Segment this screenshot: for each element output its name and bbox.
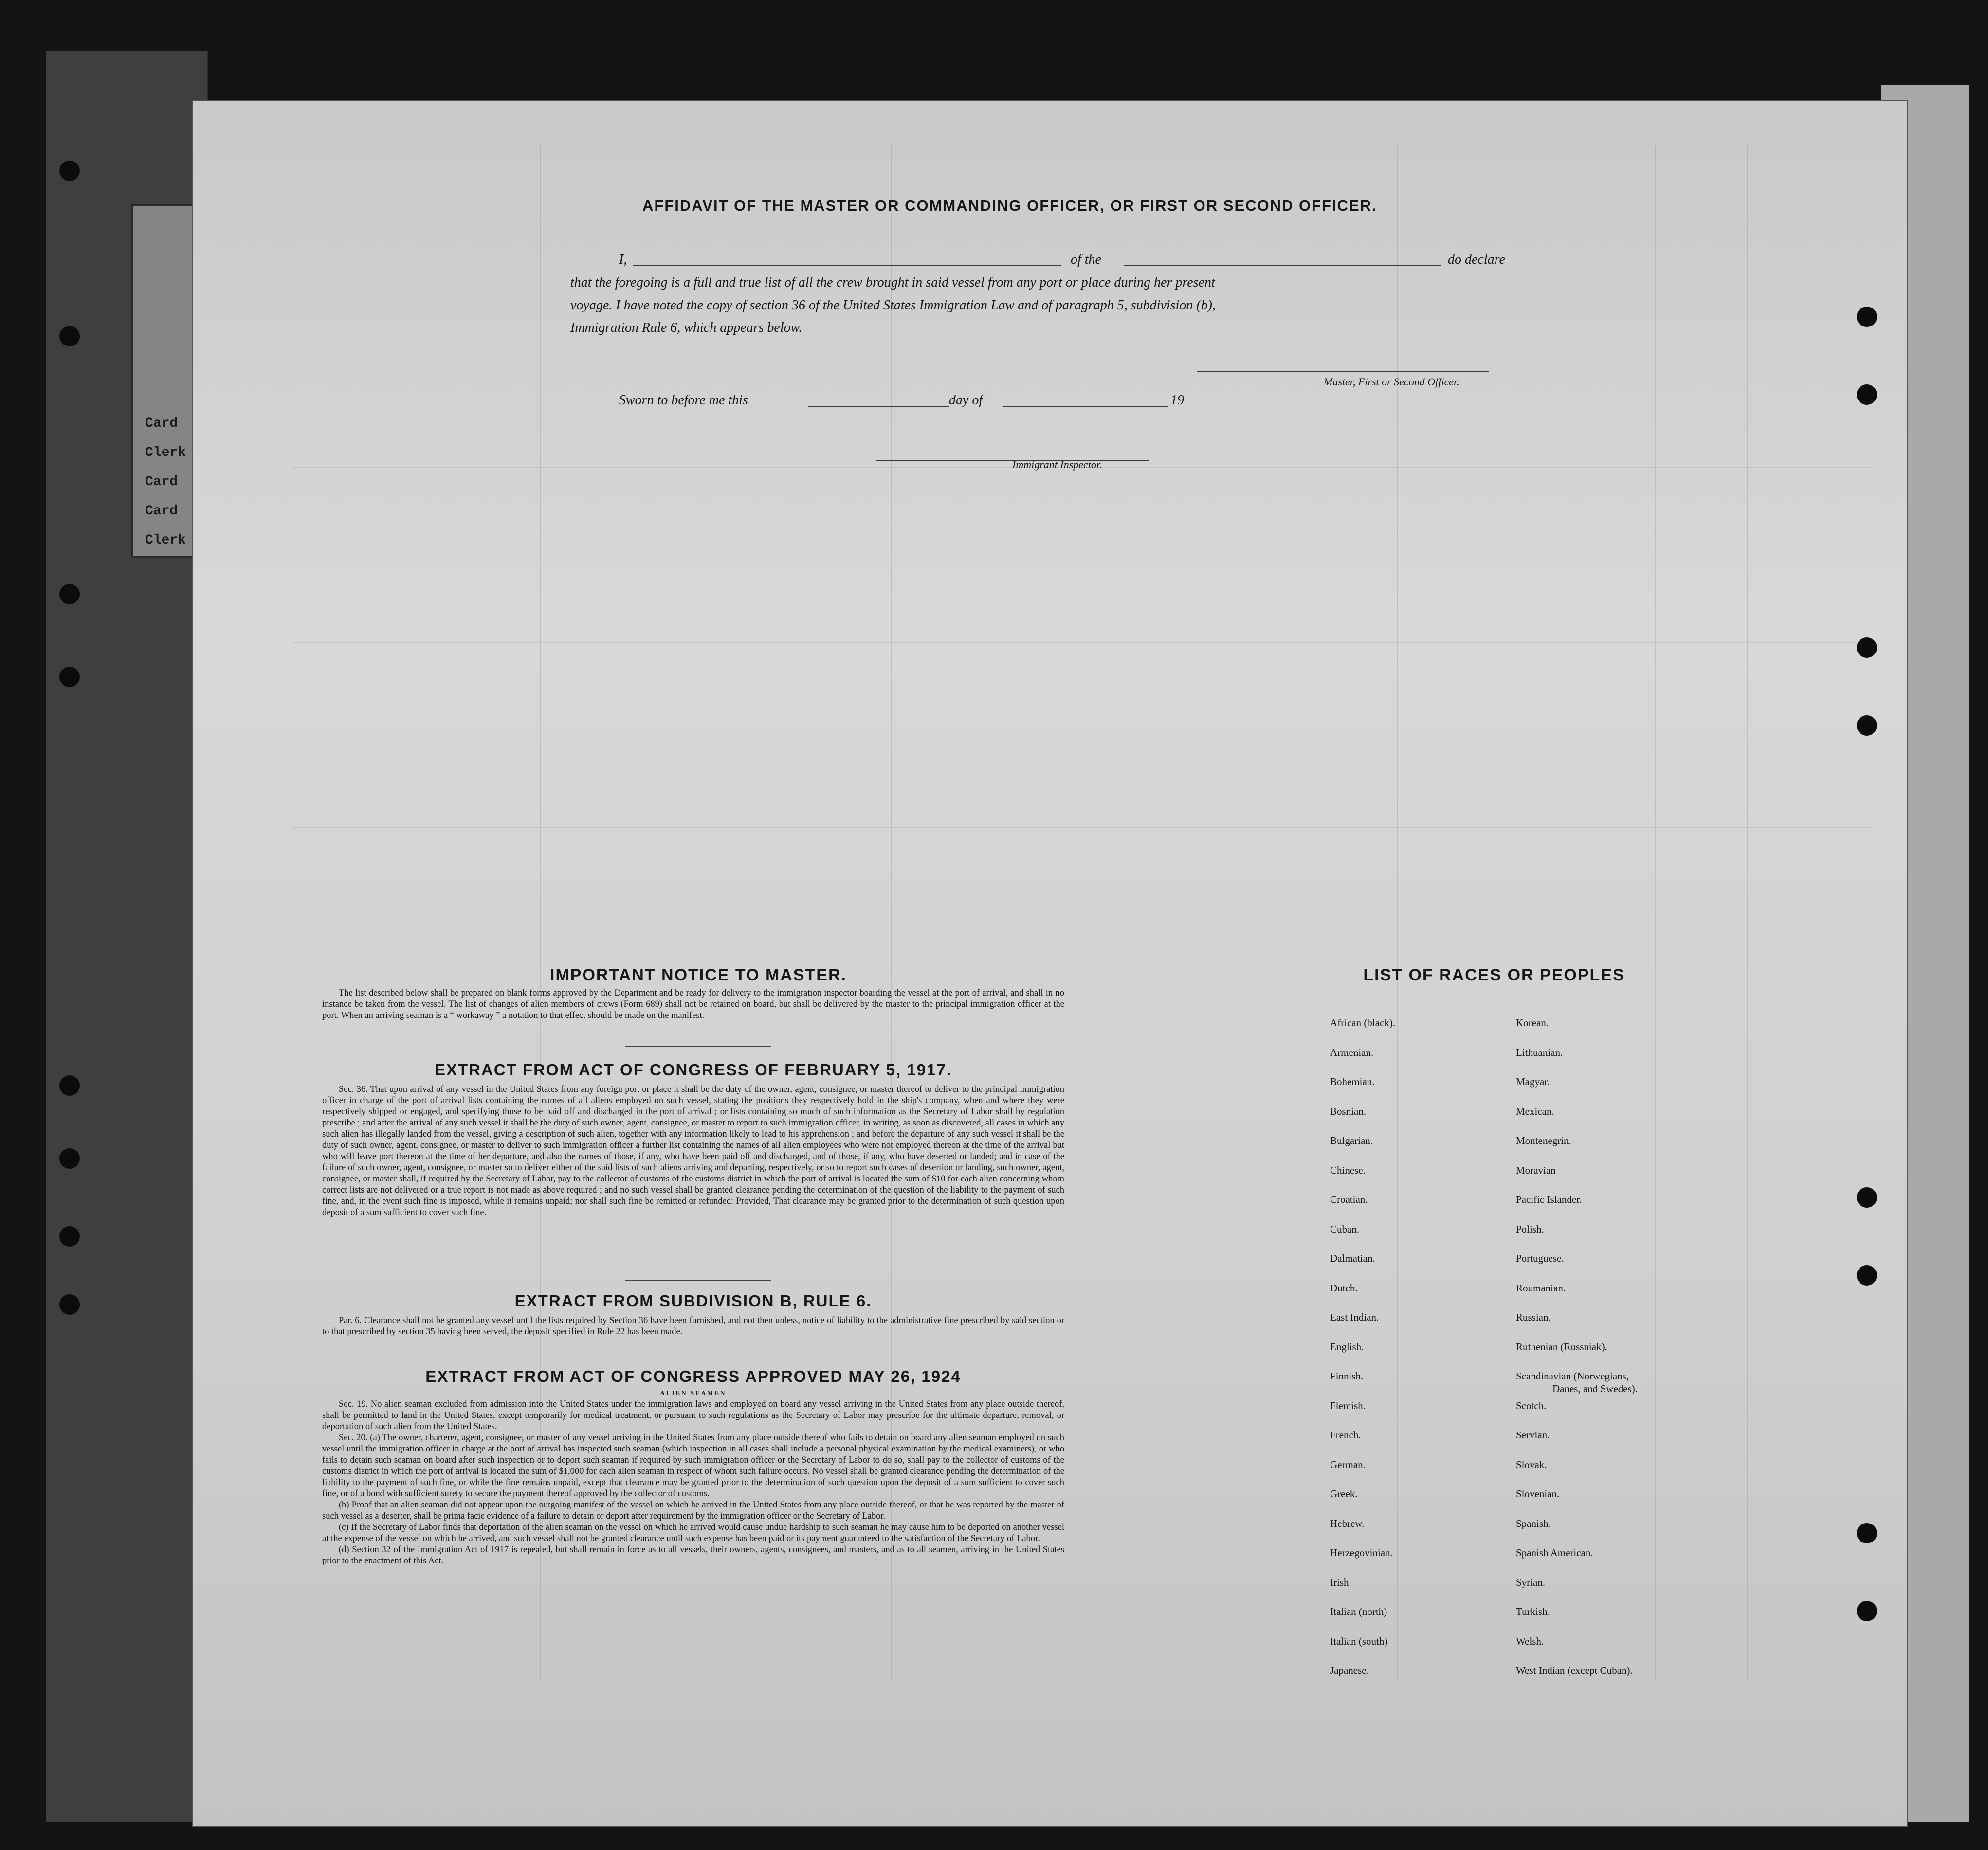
card-label: Clerk <box>145 445 186 460</box>
ghost-rule <box>1747 146 1748 1679</box>
extract-1924-body <box>322 1399 1064 1567</box>
race-right-item: Montenegrin. <box>1516 1135 1571 1146</box>
race-right-item: Welsh. <box>1516 1635 1544 1647</box>
race-right-item: Scandinavian (Norwegians, <box>1516 1370 1629 1382</box>
extract-1917-title: EXTRACT FROM ACT OF CONGRESS OF FEBRUARY 5, 1917. <box>434 1061 952 1079</box>
race-right-item: Mexican. <box>1516 1105 1554 1117</box>
race-left-item: Hebrew. <box>1330 1517 1365 1529</box>
race-right-item: Portuguese. <box>1516 1252 1564 1264</box>
manifest-sheet <box>192 100 1908 1827</box>
race-left-item: East Indian. <box>1330 1311 1379 1323</box>
affidavit-line4: Immigration Rule 6, which appears below. <box>570 320 802 335</box>
race-right-item: Spanish. <box>1516 1517 1551 1529</box>
race-left-item: Bohemian. <box>1330 1076 1375 1088</box>
affidavit-title: AFFIDAVIT OF THE MASTER OR COMMANDING OFFICER, OR FIRST OR SECOND OFFICER. <box>642 197 1377 214</box>
race-left-item: Bosnian. <box>1330 1105 1367 1117</box>
notice-title: IMPORTANT NOTICE TO MASTER. <box>550 966 847 984</box>
race-left-item: Cuban. <box>1330 1223 1360 1235</box>
race-right-item: Roumanian. <box>1516 1282 1566 1294</box>
sworn-label: Sworn to before me this <box>619 393 748 408</box>
punch-hole <box>1857 637 1877 658</box>
race-right-item: West Indian (except Cuban). <box>1516 1665 1633 1676</box>
race-right-item: Polish. <box>1516 1223 1544 1235</box>
punch-hole <box>59 667 80 687</box>
punch-hole <box>59 326 80 346</box>
race-right-item: Ruthenian (Russniak). <box>1516 1341 1607 1353</box>
race-right-item: Pacific Islander. <box>1516 1194 1582 1205</box>
sworn-month-blank[interactable] <box>1003 406 1168 407</box>
affidavit-line1-start: I, <box>619 252 627 267</box>
sworn-year-label: 19 <box>1170 393 1184 408</box>
punch-hole <box>1857 715 1877 736</box>
master-signature-label: Master, First or Second Officer. <box>1324 376 1459 388</box>
punch-hole <box>59 584 80 604</box>
race-left-item: Japanese. <box>1330 1665 1369 1676</box>
punch-hole <box>59 1294 80 1315</box>
ghost-rule <box>1655 146 1656 1679</box>
affidavit-line1-mid: of the <box>1071 252 1101 267</box>
card-label: Card <box>145 504 178 519</box>
race-left-item: Greek. <box>1330 1488 1358 1500</box>
card-label: Clerk <box>145 533 186 548</box>
punch-hole <box>59 1226 80 1247</box>
race-left-item: French. <box>1330 1429 1361 1441</box>
master-signature-line[interactable] <box>1197 371 1489 372</box>
affidavit-line2: that the foregoing is a full and true list of all the crew brought in said vessel from any port or place during her present <box>570 275 1215 290</box>
race-scandinavian-continued: Danes, and Swedes). <box>1552 1383 1638 1395</box>
race-left-item: Dutch. <box>1330 1282 1358 1294</box>
race-right-item: Magyar. <box>1516 1076 1550 1088</box>
punch-hole <box>1857 384 1877 405</box>
sec20a-text: Sec. 20. (a) The owner, charterer, agent, consignee, or master of any vessel arriving in the United States from any place outside thereof who fails to detain on board any alien seaman employed on such vessel until the immigration officer in charge at the port of arrival has inspected such seaman (which inspection in all cases shall include a personal physical examination by the medical examiners), or who fails to detain such seaman on board after such inspection or to deport such seaman if required by such immigration officer or the Secretary of Labor to do so, shall pay to the collector of customs of the customs district in which the port of arrival is located the sum of $1,000 for each alien seaman in respect of whom such failure occurs. No vessel shall be granted clearance pending the determination of the liability to the payment of such fine, or while the fine remains unpaid, except that clearance may be granted prior to the determination of such question upon the deposit of a sum sufficient to cover such fine, or of a bond with sufficient surety to secure the payment thereof approved by the collector of customs. <box>322 1433 1064 1499</box>
sec20c-text: (c) If the Secretary of Labor finds that deportation of the alien seaman on the vessel on which he arrived would cause undue hardship to such seaman he may cause him to be deported on another vessel at the expense of the vessel on which he arrived, and such vessel shall not be granted clearance until such expense has been paid or its payment guaranteed to the satisfaction of the Secretary of Labor. <box>322 1523 1064 1543</box>
name-blank <box>633 265 1061 266</box>
card-label: Card <box>145 474 178 490</box>
race-left-item: Dalmatian. <box>1330 1252 1375 1264</box>
section-divider <box>625 1046 771 1047</box>
race-right-item: Slovak. <box>1516 1458 1547 1470</box>
race-left-item: English. <box>1330 1341 1364 1353</box>
race-right-item: Lithuanian. <box>1516 1046 1563 1058</box>
sworn-day-label: day of <box>949 393 983 408</box>
race-left-item: German. <box>1330 1458 1366 1470</box>
rule6-text: Par. 6. Clearance shall not be granted any vessel until the lists required by Section 36 have been furnished, and not then unless, notice of liability to the administrative fine prescribed by said section or to that prescribed by section 35 having been served, the deposit specified in Rule 22 has been made. <box>322 1316 1064 1337</box>
race-left-item: Finnish. <box>1330 1370 1364 1382</box>
extract-1917-text: Sec. 36. That upon arrival of any vessel in the United States from any foreign port or place it shall be the duty of the owner, agent, consignee, or master thereof to deliver to the principal immigration officer in charge of the port of arrival lists containing the names of all aliens employed on such vessel, stating the positions they respectively hold in the ship's company, when and where they were respectively shipped or engaged, and specifying those to be paid off and discharged in the port of arrival ; or lists containing so much of such information as the Secretary of Labor shall by regulation prescribe ; and after the arrival of any such vessel it shall be the duty of such owner, agent, consignee, or master to report to such immigration officer, in writing, as soon as discovered, all cases in which any such alien has illegally landed from the vessel, giving a description of such alien, together with any information likely to lead to his apprehension ; and before the departure of any such vessel it shall be the duty of such owner, agent, consignee, or master to deliver to such immigration officer a further list containing the names of all alien employees who were not employed thereon at the time of the arrival but who will leave port thereon at the time of her departure, and also the names of those, if any, who have been paid off and discharged, and of those, if any, who have deserted or landed; and in case of the failure of such owner, agent, consignee, or master so to deliver either of the said lists of such aliens arriving and departing, respectively, or so to report such cases of desertion or landing, such owner, agent, consignee, or master shall, if required by the Secretary of Labor, pay to the collector of customs of the customs district in which the port of arrival is located the sum of $10 for each alien concerning whom correct lists are not delivered or a true report is not made as above required ; and no such vessel shall be granted clearance pending the determination of the question of the liability to the payment of such fine, and, in the event such fine is imposed, while it remains unpaid; nor shall such fine be remitted or refunded: Provided, That clearance may be granted prior to the determination of such question upon deposit of a sum sufficient to cover such fine. <box>322 1085 1065 1217</box>
race-left-item: African (black). <box>1330 1017 1396 1029</box>
race-left-item: Italian (north) <box>1330 1606 1387 1617</box>
inspector-label: Immigrant Inspector. <box>1012 458 1102 471</box>
race-right-item: Korean. <box>1516 1017 1549 1029</box>
race-right-item: Slovenian. <box>1516 1488 1560 1500</box>
section-divider <box>625 1280 771 1281</box>
extract-1924-title: EXTRACT FROM ACT OF CONGRESS APPROVED MAY 26, 1924 <box>425 1367 961 1385</box>
ghost-rule <box>292 642 1874 643</box>
punch-hole <box>59 1148 80 1169</box>
sworn-date-blank[interactable] <box>808 406 949 407</box>
sec19-text: Sec. 19. No alien seaman excluded from admission into the United States under the immigration laws and employed on board any vessel arriving in the United States from any place outside thereof, shall be permitted to land in the United States, except temporarily for medical treatment, or pursuant to such regulations as the Secretary of Labor may prescribe for the ultimate departure, removal, or deportation of such alien from the United States. <box>322 1399 1064 1432</box>
card-label: Card <box>145 416 178 431</box>
race-left-item: Italian (south) <box>1330 1635 1388 1647</box>
race-right-item: Syrian. <box>1516 1576 1546 1588</box>
race-right-item: Moravian <box>1516 1164 1556 1176</box>
affidavit-line3: voyage. I have noted the copy of section 36 of the United States Immigration Law and of paragraph 5, subdivision (b), <box>570 298 1216 313</box>
race-left-item: Bulgarian. <box>1330 1135 1373 1146</box>
notice-text: The list described below shall be prepared on blank forms approved by the Department and be ready for delivery to the immigration inspector boarding the vessel at the port of arrival, and shall in no instance be taken from the vessel. The list of changes of alien members of crews (Form 689) shall not be retained on board, but shall be delivered by the master to the principal immigration officer at the port. When an arriving seaman is a “ workaway ” a notation to that effect should be made on the manifest. <box>322 988 1064 1020</box>
punch-hole <box>1857 1523 1877 1543</box>
rule6-title: EXTRACT FROM SUBDIVISION B, RULE 6. <box>514 1292 872 1310</box>
race-left-item: Irish. <box>1330 1576 1351 1588</box>
sec20b-text: (b) Proof that an alien seaman did not appear upon the outgoing manifest of the vessel on which he arrived in the United States from any place outside thereof, or that he was reported by the master of such vessel as a deserter, shall be prima facie evidence of a failure to detain or deport after requirement by the immigration officer or the Secretary of Labor. <box>322 1500 1064 1521</box>
race-right-item: Spanish American. <box>1516 1547 1593 1559</box>
race-right-item: Russian. <box>1516 1311 1551 1323</box>
punch-hole <box>1857 1265 1877 1286</box>
race-right-item: Servian. <box>1516 1429 1550 1441</box>
race-left-item: Flemish. <box>1330 1399 1366 1412</box>
extract-1924-subtitle: ALIEN SEAMEN <box>660 1389 727 1397</box>
ghost-rule <box>292 827 1874 828</box>
sec20d-text: (d) Section 32 of the Immigration Act of 1917 is repealed, but shall remain in force as to all vessels, their owners, agents, consignees, and masters, and as to all seamen, arriving in the United States prior to the enactment of this Act. <box>322 1545 1064 1566</box>
race-right-item: Scotch. <box>1516 1399 1547 1412</box>
race-left-item: Herzegovinian. <box>1330 1547 1393 1559</box>
punch-hole <box>1857 1601 1877 1621</box>
races-title: LIST OF RACES OR PEOPLES <box>1363 966 1625 984</box>
punch-hole <box>1857 1187 1877 1208</box>
race-left-item: Chinese. <box>1330 1164 1366 1176</box>
race-left-item: Armenian. <box>1330 1046 1374 1058</box>
race-left-item: Croatian. <box>1330 1194 1368 1205</box>
punch-hole <box>59 1075 80 1096</box>
punch-hole <box>1857 307 1877 327</box>
affidavit-line1-end: do declare <box>1448 252 1505 267</box>
vessel-blank <box>1124 265 1441 266</box>
punch-hole <box>59 161 80 181</box>
race-right-item: Turkish. <box>1516 1606 1550 1617</box>
